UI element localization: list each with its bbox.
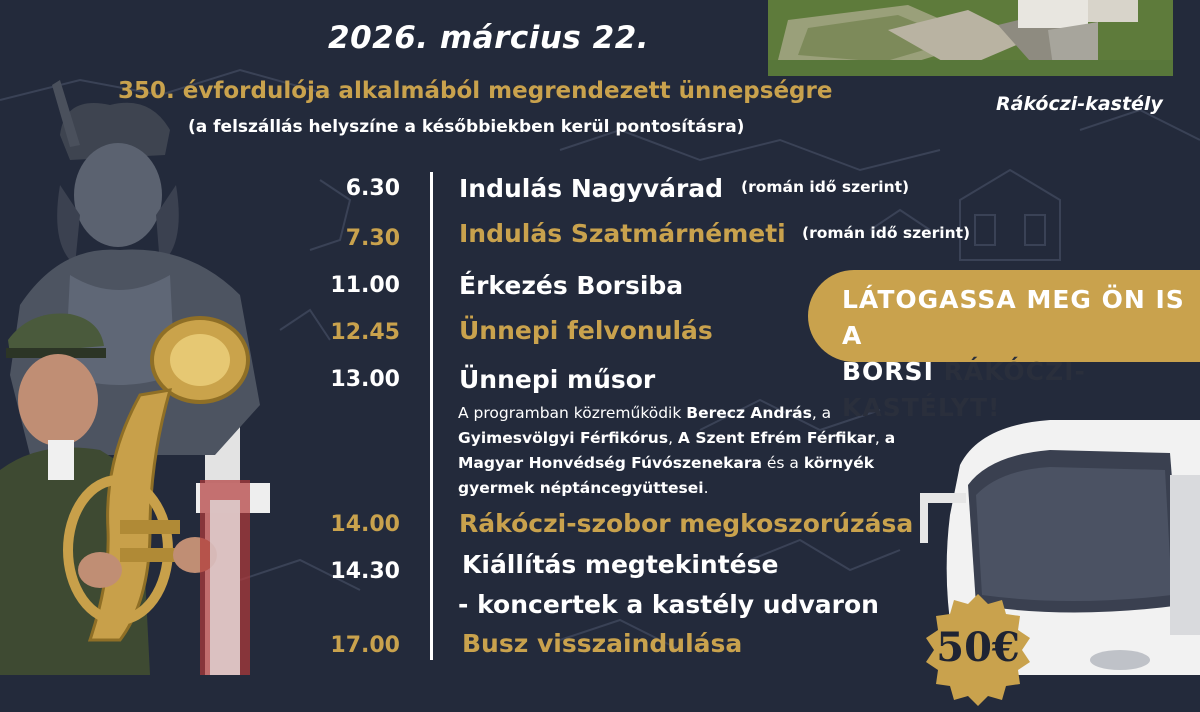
schedule-title-8: Busz visszaindulása bbox=[462, 629, 743, 658]
desc-bold-4: a Magyar Honvédség Fúvószenekara bbox=[458, 429, 896, 472]
schedule-title-1: Indulás Nagyvárad bbox=[459, 174, 724, 203]
event-date: 2026. március 22. bbox=[328, 20, 650, 56]
castle-caption: Rákóczi-kastély bbox=[996, 93, 1163, 115]
promo-line-2a: BORSI bbox=[842, 357, 944, 386]
schedule-title-3: Érkezés Borsiba bbox=[459, 271, 684, 300]
promo-line-1: LÁTOGASSA MEG ÖN IS A bbox=[842, 285, 1185, 350]
price-label: 50€ bbox=[936, 624, 1020, 671]
time-7: 14.30 bbox=[330, 559, 400, 584]
soldier-image bbox=[0, 300, 270, 675]
timeline-divider bbox=[430, 172, 433, 660]
desc-text-2: , a bbox=[811, 404, 832, 422]
schedule-note-1: (román idő szerint) bbox=[741, 178, 910, 196]
boarding-note: (a felszállás helyszíne a későbbiekben kerül pontosításra) bbox=[188, 117, 745, 137]
desc-text-5: és a bbox=[761, 454, 804, 472]
desc-text-1: A programban közreműködik bbox=[458, 404, 687, 422]
desc-bold-2: Gyimesvölgyi Férfikórus bbox=[458, 429, 669, 447]
time-2: 7.30 bbox=[345, 226, 400, 251]
schedule-title-6: Rákóczi-szobor megkoszorúzása bbox=[459, 509, 914, 538]
schedule-title-7b: - koncertek a kastély udvaron bbox=[458, 590, 879, 619]
desc-text-3: , bbox=[668, 429, 678, 447]
schedule-title-2: Indulás Szatmárnémeti bbox=[459, 219, 786, 248]
desc-bold-3: A Szent Efrém Férfikar bbox=[677, 429, 875, 447]
time-6: 14.00 bbox=[330, 512, 400, 537]
time-4: 12.45 bbox=[330, 320, 400, 345]
time-5: 13.00 bbox=[330, 367, 400, 392]
time-3: 11.00 bbox=[330, 273, 400, 298]
castle-photo bbox=[768, 0, 1173, 76]
schedule-title-7: Kiállítás megtekintése bbox=[462, 550, 779, 579]
desc-text-6: . bbox=[703, 479, 709, 497]
schedule-title-4: Ünnepi felvonulás bbox=[459, 316, 713, 345]
promo-text bbox=[842, 282, 1200, 426]
schedule-title-5: Ünnepi műsor bbox=[459, 365, 656, 394]
anniversary-headline: 350. évfordulója alkalmából megrendezett ünnepségre bbox=[118, 78, 833, 104]
desc-bold-5: környék gyermek néptáncegyüttesei bbox=[458, 454, 875, 497]
time-1: 6.30 bbox=[345, 176, 400, 201]
schedule-note-2: (román idő szerint) bbox=[802, 224, 971, 242]
time-8: 17.00 bbox=[330, 633, 400, 658]
desc-text-4: , bbox=[874, 429, 885, 447]
desc-bold-1: Berecz András bbox=[686, 404, 812, 422]
program-description bbox=[458, 401, 908, 501]
promo-line-2b: RÁKÓCZI-KASTÉLYT! bbox=[842, 357, 1086, 422]
